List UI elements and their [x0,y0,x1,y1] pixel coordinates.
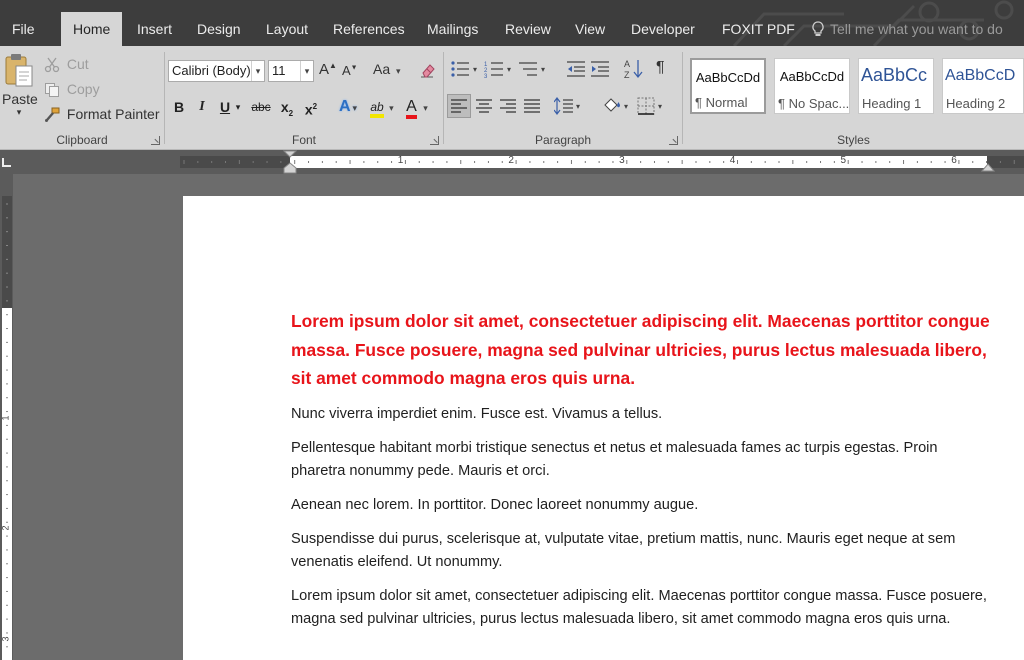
ribbon [0,46,1024,150]
tell-me-search[interactable] [812,12,1003,46]
scissors-icon [44,57,60,73]
horizontal-ruler[interactable] [0,150,1024,174]
document-paragraph: Lorem ipsum dolor sit amet, consectetuer adipiscing elit. Maecenas porttitor congue massa. Fusce posuere, magna sed pulvinar ultricies, purus lectus malesuada libero, sit amet commodo magna eros quis urna. [291,587,987,627]
svg-text:▾: ▾ [576,102,581,111]
vertical-ruler-number: 3 [0,636,11,642]
left-tab-icon [0,150,16,174]
lightbulb-icon [812,21,824,37]
svg-text:A: A [624,59,631,69]
ruler-number: 6 [951,155,957,166]
paste-dropdown-arrow[interactable]: ▾ [16,107,22,117]
tab-references[interactable]: References [333,21,405,37]
font-color-icon: A [406,99,417,119]
subscript-mark: 2 [288,108,294,118]
style-name: ¶ No Spac... [778,96,850,111]
subscript-glyph: x [280,99,289,115]
bullets-icon[interactable] [450,60,484,78]
underline-dropdown-icon[interactable]: ▾ [235,102,241,112]
highlight-icon: ab [370,100,383,118]
align-center-icon[interactable] [476,99,492,113]
font-group-label: Font [291,133,316,147]
cut-label: Cut [66,56,89,72]
font-dialog-launcher[interactable] [430,136,439,145]
font-name-select[interactable] [168,60,265,82]
document-paragraph: Pellentesque habitant morbi tristique senectus et netus et malesuada fames ac turpis egestas. Proin pharetra nonummy pede. Mauris et orci. [291,439,938,479]
clipboard-group [0,46,164,150]
style-name: Heading 2 [946,96,1006,111]
vertical-ruler[interactable] [0,174,13,660]
style-normal[interactable] [690,58,766,114]
superscript-mark: 2 [312,102,318,111]
document-body[interactable] [291,307,991,642]
align-right-icon[interactable] [500,99,516,113]
shading-icon[interactable] [602,96,632,116]
document-heading: Lorem ipsum dolor sit amet, consectetuer adipiscing elit. Maecenas porttitor congue massa. Fusce posuere, magna sed pulvinar ultricies, purus lectus malesuada libero, sit amet commodo magna eros quis urna. [291,311,990,388]
style-name: Heading 1 [862,96,922,111]
tab-design[interactable]: Design [197,21,241,37]
font-name-value: Calibri (Body) [172,63,251,78]
vertical-ruler-number: 1 [0,415,11,421]
font-group [165,46,443,150]
paragraph-group [444,46,682,150]
align-left-icon [451,99,467,113]
paragraph-dialog-launcher[interactable] [669,136,678,145]
style-heading-1[interactable] [858,58,934,114]
sort-icon[interactable] [624,58,644,80]
font-size-dropdown-icon[interactable]: ▾ [300,61,313,81]
svg-text:▾: ▾ [658,102,663,111]
tab-selector[interactable] [0,150,16,174]
tab-mailings[interactable]: Mailings [427,21,479,37]
style-sample: AaBbCc [861,65,928,85]
cut-button[interactable] [44,54,89,74]
style-name: ¶ Normal [695,95,748,110]
paragraph-group-label: Paragraph [534,133,592,147]
tab-insert[interactable]: Insert [137,21,173,37]
format-painter-label: Format Painter [66,106,160,122]
ribbon-tab-bar [0,0,1024,46]
font-color-button[interactable] [403,96,431,118]
eraser-icon [419,61,436,78]
document-page[interactable] [183,196,1024,660]
ruler-number: 1 [397,155,404,166]
document-paragraph: Suspendisse dui purus, scelerisque at, vulputate vitae, pretium mattis, nunc. Mauris eget neque at sem venenatis eleifend. Ut nonummy. [291,530,956,570]
tab-developer[interactable]: Developer [631,21,695,37]
strikethrough-button[interactable]: abc [251,100,271,114]
svg-text:▾: ▾ [541,65,546,74]
svg-text:▾: ▾ [507,65,512,74]
vertical-ruler-number: 2 [0,525,11,531]
style-heading-2[interactable] [942,58,1024,114]
clipboard-group-label: Clipboard [56,133,108,147]
align-left-button[interactable] [447,94,471,118]
numbering-icon[interactable] [484,60,518,78]
ruler-number: 4 [729,155,736,166]
superscript-glyph: x [304,101,313,118]
paste-icon [4,52,34,88]
svg-text:3: 3 [484,74,488,78]
underline-button[interactable]: U [219,99,231,115]
tab-layout[interactable]: Layout [266,21,309,37]
font-size-value: 11 [272,63,286,78]
document-paragraph: Aenean nec lorem. In porttitor. Donec laoreet nonummy augue. [291,496,699,513]
text-effects-button[interactable] [335,96,361,118]
ruler-number: 2 [508,155,514,166]
font-size-select[interactable] [268,60,314,82]
line-spacing-icon[interactable] [554,97,584,115]
styles-group-label: Styles [837,133,870,147]
tab-file[interactable]: File [12,21,35,37]
tab-home[interactable]: Home [61,12,122,46]
clear-formatting-button[interactable] [419,61,436,81]
tell-me-placeholder: Tell me what you want to do [830,21,1003,37]
format-painter-button[interactable] [44,104,159,124]
paste-button[interactable] [2,52,36,132]
shrink-font-button[interactable]: A▼ [342,63,358,78]
copy-icon [44,82,60,98]
borders-icon[interactable] [636,96,666,116]
grow-font-button[interactable]: A▲ [319,61,337,78]
paste-label: Paste [2,91,38,107]
grow-font-icon: A [319,61,330,78]
font-name-dropdown-icon[interactable]: ▾ [251,61,264,81]
justify-icon[interactable] [524,99,540,113]
text-effects-icon: A [338,98,351,115]
svg-text:▾: ▾ [624,102,629,111]
svg-text:▾: ▾ [473,65,478,74]
tab-view[interactable]: View [575,21,606,37]
svg-text:1: 1 [484,62,488,68]
shrink-font-icon: A [342,63,351,78]
clipboard-dialog-launcher[interactable] [151,136,160,145]
copy-label: Copy [66,81,100,97]
ruler-number: 3 [619,155,625,166]
styles-group [683,46,1024,150]
style-sample: AaBbCcD [945,67,1016,84]
bold-button[interactable]: B [173,99,185,115]
italic-button[interactable]: I [199,99,205,114]
increase-indent-icon[interactable] [590,60,610,78]
copy-button[interactable] [44,79,100,99]
first-line-indent-marker[interactable] [283,150,297,174]
change-case-icon: Aa [373,61,391,77]
change-case-button[interactable] [373,61,401,77]
paintbrush-icon [44,107,60,123]
ruler-number: 5 [840,155,847,166]
highlight-color-button[interactable] [367,96,397,118]
style-sample: AaBbCcDd [695,70,761,85]
subscript-button[interactable] [278,96,296,118]
multilevel-list-icon[interactable] [518,60,552,78]
superscript-button[interactable] [302,96,320,118]
document-paragraph: Nunc viverra imperdiet enim. Fusce est. Vivamus a tellus. [291,405,663,422]
right-indent-marker[interactable] [981,160,995,172]
decrease-indent-icon[interactable] [566,60,586,78]
show-formatting-marks-button[interactable]: ¶ [656,59,665,76]
style-sample: AaBbCcDd [779,69,845,84]
tab-foxit-pdf[interactable]: FOXIT PDF [722,21,795,37]
tab-review[interactable]: Review [505,21,551,37]
svg-text:Z: Z [624,70,630,80]
style-no-spacing[interactable] [774,58,850,114]
svg-text:2: 2 [484,68,488,74]
